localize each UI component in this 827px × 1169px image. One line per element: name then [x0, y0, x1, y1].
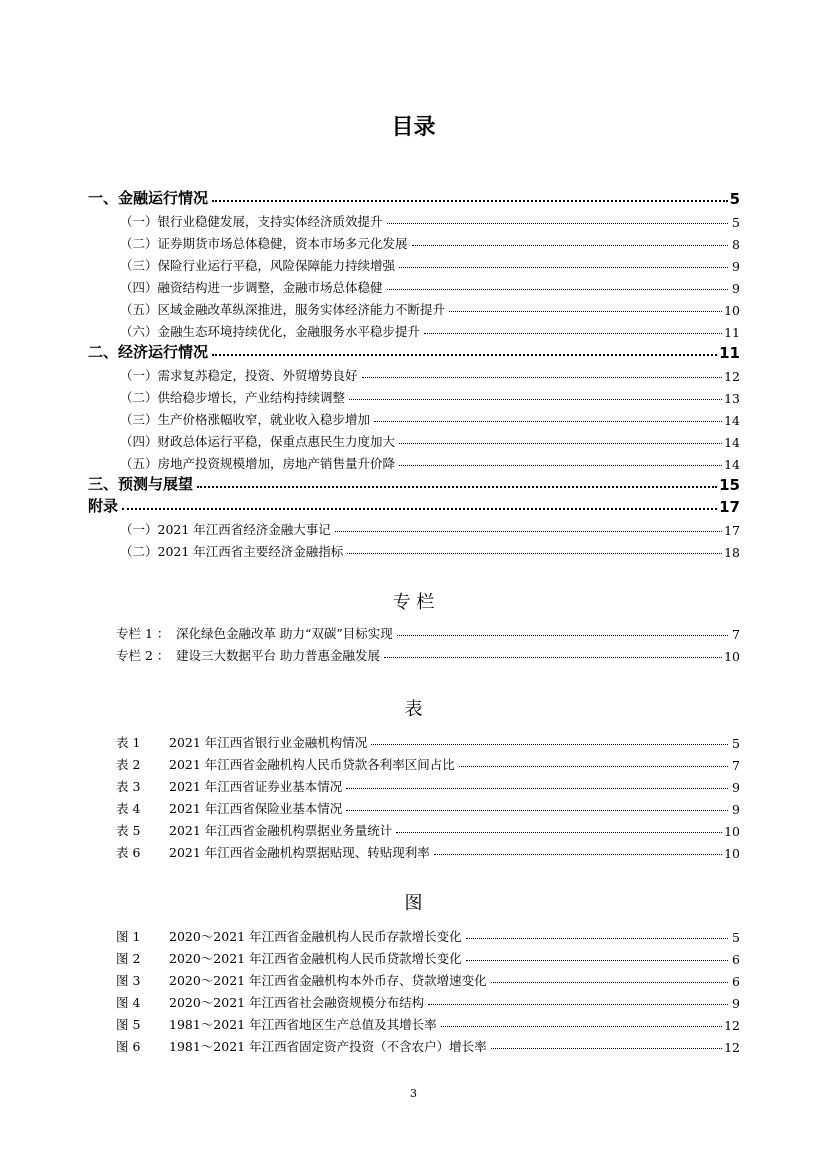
toc-entry-label: （一）银行业稳健发展，支持实体经济质效提升 — [120, 214, 383, 229]
toc-entry-page: 13 — [724, 391, 740, 406]
toc-entry-label: （三）保险行业运行平稳，风险保障能力持续增强 — [120, 258, 396, 273]
table-entry-text: 2021 年江西省保险业基本情况 — [169, 801, 343, 816]
dot-leader — [122, 508, 717, 510]
toc-entry-page: 17 — [724, 523, 740, 538]
table-entry[interactable] — [116, 817, 740, 839]
figure-entry-label — [116, 949, 464, 967]
figure-entry-number: 图 4 — [116, 995, 141, 1010]
figure-entry-page: 12 — [724, 1040, 740, 1055]
table-entry-page: 10 — [724, 846, 740, 861]
figure-entry-number: 图 1 — [116, 929, 141, 944]
figure-entry[interactable] — [116, 923, 740, 945]
page-number: 3 — [410, 1087, 417, 1100]
figure-entry-label — [116, 1015, 439, 1033]
figure-entry-page: 6 — [732, 952, 740, 967]
column-entry-text: 建设三大数据平台 助力普惠金融发展 — [176, 648, 380, 663]
table-entry[interactable] — [116, 795, 740, 817]
toc-entry-page: 14 — [724, 457, 740, 472]
figure-entry-text: 2020～2021 年江西省金融机构人民币贷款增长变化 — [169, 951, 462, 966]
toc-entry-label: （三）生产价格涨幅收窄，就业收入稳步增加 — [120, 412, 371, 427]
table-entry-page: 9 — [732, 802, 740, 817]
column-entry[interactable] — [116, 642, 740, 664]
toc-entry[interactable] — [88, 406, 740, 428]
figure-entry-number: 图 6 — [116, 1039, 141, 1054]
column-entry-number: 专栏 2 ： — [116, 648, 170, 663]
toc-entry-page: 14 — [724, 413, 740, 428]
table-entry-label — [116, 777, 344, 795]
column-entry[interactable] — [116, 620, 740, 642]
dot-leader — [212, 200, 728, 202]
dot-leader — [491, 1048, 722, 1049]
table-entry-label — [116, 821, 394, 839]
table-entry-label — [116, 733, 369, 751]
toc-entry-page: 10 — [724, 303, 740, 318]
toc-entry-label: 一、金融运行情况 — [88, 189, 209, 207]
table-entry[interactable] — [116, 751, 740, 773]
dot-leader — [424, 333, 722, 334]
table-entry-number: 表 3 — [116, 779, 141, 794]
column-entry-page: 7 — [732, 627, 740, 642]
table-entry-page: 10 — [724, 824, 740, 839]
toc-entry[interactable] — [88, 362, 740, 384]
dot-leader — [491, 982, 728, 983]
figure-entry-number: 图 3 — [116, 973, 141, 988]
figure-entry-page: 5 — [732, 930, 740, 945]
toc-entry-page: 12 — [724, 369, 740, 384]
dot-leader — [346, 810, 728, 811]
dot-leader — [399, 267, 728, 268]
table-entry[interactable] — [116, 773, 740, 795]
toc-entry[interactable] — [88, 494, 740, 516]
columns-heading: 专 栏 — [392, 592, 435, 613]
toc-entry-page: 18 — [724, 545, 740, 560]
table-entry-text: 2021 年江西省金融机构票据贴现、转贴现利率 — [169, 845, 430, 860]
toc-entry[interactable] — [88, 208, 740, 230]
toc-entry-label: （二）证券期货市场总体稳健，资本市场多元化发展 — [120, 236, 408, 251]
toc-entry[interactable] — [88, 274, 740, 296]
figures-heading: 图 — [404, 893, 423, 914]
figure-entry[interactable] — [116, 1011, 740, 1033]
table-entry-page: 7 — [732, 758, 740, 773]
toc-entry-page: 9 — [732, 281, 740, 296]
table-entry-number: 表 1 — [116, 735, 141, 750]
toc-entry[interactable] — [88, 296, 740, 318]
dot-leader — [371, 744, 728, 745]
table-entry-number: 表 2 — [116, 757, 141, 772]
dot-leader — [387, 289, 728, 290]
table-entry-number: 表 4 — [116, 801, 141, 816]
toc-entry[interactable] — [88, 450, 740, 472]
figure-entry[interactable] — [116, 967, 740, 989]
toc-entry-page: 11 — [719, 344, 740, 362]
toc-entry-label: 二、经济运行情况 — [88, 343, 209, 361]
figure-entry-page: 12 — [724, 1018, 740, 1033]
toc-entry-label: （六）金融生态环境持续优化，金融服务水平稳步提升 — [120, 324, 421, 339]
dot-leader — [384, 657, 722, 658]
figures-list — [116, 923, 740, 1055]
toc-entry-page: 15 — [719, 476, 740, 494]
toc-entry[interactable] — [88, 472, 740, 494]
dot-leader — [347, 553, 722, 554]
toc-entry[interactable] — [88, 318, 740, 340]
figure-entry-text: 2020～2021 年江西省金融机构本外币存、贷款增速变化 — [169, 973, 487, 988]
column-entry-label — [116, 646, 382, 664]
toc-entry[interactable] — [88, 516, 740, 538]
dot-leader — [434, 854, 722, 855]
dot-leader — [335, 531, 722, 532]
toc-entry[interactable] — [88, 252, 740, 274]
dot-leader — [466, 960, 728, 961]
figure-entry-text: 2020～2021 年江西省社会融资规模分布结构 — [169, 995, 425, 1010]
toc-entry-label: （二）2021 年江西省主要经济金融指标 — [120, 544, 344, 559]
dot-leader — [428, 1004, 728, 1005]
dot-leader — [441, 1026, 722, 1027]
dot-leader — [349, 399, 722, 400]
dot-leader — [374, 421, 722, 422]
toc-entry-label: （二）供给稳步增长，产业结构持续调整 — [120, 390, 346, 405]
column-entry-number: 专栏 1 ： — [116, 626, 170, 641]
toc-entry-page: 5 — [729, 190, 740, 208]
toc-entry[interactable] — [88, 186, 740, 208]
table-entry-page: 9 — [732, 780, 740, 795]
figure-entry-label — [116, 1037, 489, 1055]
toc-entry-label: 三、预测与展望 — [88, 475, 194, 493]
table-entry-number: 表 6 — [116, 845, 141, 860]
toc-entry-label: 附录 — [88, 497, 119, 515]
toc-entry-label: （一）需求复苏稳定，投资、外贸增势良好 — [120, 368, 358, 383]
toc-entry-page: 17 — [719, 498, 740, 516]
column-entry-text: 深化绿色金融改革 助力“双碳”目标实现 — [176, 626, 393, 641]
table-of-contents — [88, 186, 740, 560]
table-entry-text: 2021 年江西省银行业金融机构情况 — [169, 735, 368, 750]
toc-entry-page: 14 — [724, 435, 740, 450]
toc-entry-label: （四）财政总体运行平稳，保重点惠民生力度加大 — [120, 434, 396, 449]
dot-leader — [212, 354, 717, 356]
dot-leader — [197, 486, 717, 488]
figure-entry[interactable] — [116, 945, 740, 967]
toc-entry-label: （四）融资结构进一步调整，金融市场总体稳健 — [120, 280, 383, 295]
table-entry-label — [116, 843, 432, 861]
toc-entry[interactable] — [88, 538, 740, 560]
figure-entry-page: 6 — [732, 974, 740, 989]
dot-leader — [397, 635, 728, 636]
table-entry-text: 2021 年江西省金融机构人民币贷款各利率区间占比 — [169, 757, 455, 772]
tables-list — [116, 729, 740, 861]
toc-entry-label: （五）房地产投资规模增加，房地产销售量升价降 — [120, 456, 396, 471]
toc-entry[interactable] — [88, 428, 740, 450]
toc-entry-page: 8 — [732, 237, 740, 252]
table-entry[interactable] — [116, 729, 740, 751]
figure-entry-label — [116, 971, 489, 989]
dot-leader — [346, 788, 728, 789]
toc-entry[interactable] — [88, 230, 740, 252]
table-entry-label — [116, 799, 344, 817]
figure-entry-text: 1981～2021 年江西省固定资产投资（不含农户）增长率 — [169, 1039, 487, 1054]
dot-leader — [399, 443, 722, 444]
column-entry-label — [116, 624, 395, 642]
column-entry-page: 10 — [724, 649, 740, 664]
table-entry-page: 5 — [732, 736, 740, 751]
dot-leader — [396, 832, 722, 833]
figure-entry[interactable] — [116, 989, 740, 1011]
dot-leader — [362, 377, 723, 378]
figure-entry-label — [116, 993, 426, 1011]
figure-entry-text: 2020～2021 年江西省金融机构人民币存款增长变化 — [169, 929, 462, 944]
toc-entry-label: （五）区域金融改革纵深推进，服务实体经济能力不断提升 — [120, 302, 446, 317]
figure-entry[interactable] — [116, 1033, 740, 1055]
dot-leader — [412, 245, 728, 246]
dot-leader — [449, 311, 722, 312]
table-entry-number: 表 5 — [116, 823, 141, 838]
tables-heading: 表 — [404, 699, 423, 720]
toc-entry-page: 9 — [732, 259, 740, 274]
figure-entry-page: 9 — [732, 996, 740, 1011]
table-entry-text: 2021 年江西省证券业基本情况 — [169, 779, 343, 794]
figure-entry-label — [116, 927, 464, 945]
table-entry-text: 2021 年江西省金融机构票据业务量统计 — [169, 823, 393, 838]
table-entry-label — [116, 755, 457, 773]
dot-leader — [399, 465, 722, 466]
toc-entry-page: 11 — [724, 325, 740, 340]
dot-leader — [387, 223, 728, 224]
columns-list — [116, 620, 740, 664]
toc-entry-label: （一）2021 年江西省经济金融大事记 — [120, 522, 331, 537]
figure-entry-text: 1981～2021 年江西省地区生产总值及其增长率 — [169, 1017, 437, 1032]
toc-entry[interactable] — [88, 340, 740, 362]
dot-leader — [466, 938, 728, 939]
toc-entry-page: 5 — [732, 215, 740, 230]
table-entry[interactable] — [116, 839, 740, 861]
figure-entry-number: 图 2 — [116, 951, 141, 966]
page-title: 目录 — [391, 114, 436, 140]
toc-entry[interactable] — [88, 384, 740, 406]
figure-entry-number: 图 5 — [116, 1017, 141, 1032]
dot-leader — [459, 766, 728, 767]
